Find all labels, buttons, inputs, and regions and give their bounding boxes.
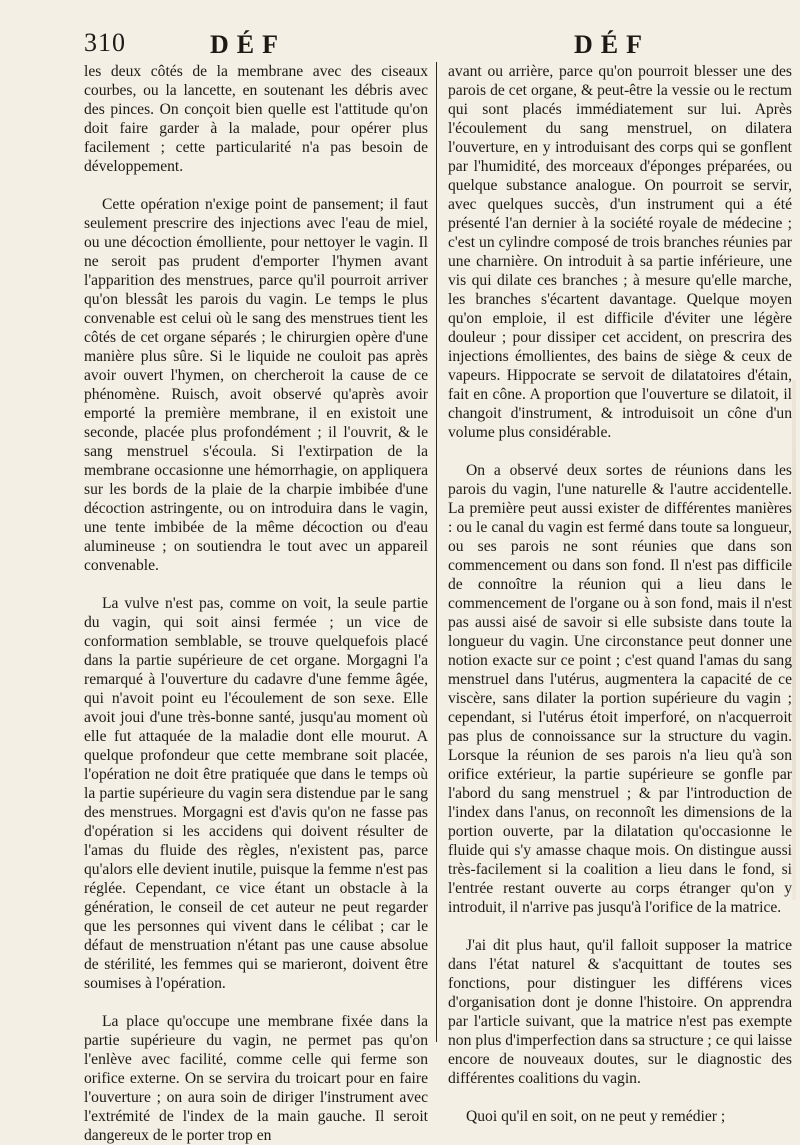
paragraph: On a observé deux sortes de réunions dans les parois du vagin, l'une naturelle & l'autre accidentelle. La première peut aussi exister de différentes manières : ou le canal du vagin est fermé dans toute sa longueur, ou ses parois ne sont réunies que dans son commencement ou dans son fond. Il n'est pas difficile de connoître la réunion qui a lieu dans le commencement de l'organe ou à son fond, mais il n'est pas aussi aisé de savoir si elle subsiste dans toute la longueur du vagin. Une circonstance peut donner une notion exacte sur ce point ; c'est quand l'amas du sang menstruel dans l'utérus, augmentera la capacité de ce viscère, sans dilater la portion supérieure du vagin ; cependant, si l'utérus étoit imperforé, on n'acquerroit pas plus de connoissance sur la structure du vagin. Lorsque la réunion de ses parois n'a lieu qu'à son orifice extérieur, la partie supérieure se gonfle par l'abord du sang menstruel ; & par l'introduction de l'index dans l'anus, on reconnoît les dimensions de la portion ouverte, par la dilatation qu'occasionne le fluide qui s'y amasse chaque mois. On distingue aussi très-facilement si la coalition a lieu dans le fond, si l'entrée restant ouverte au corps étranger qu'on y introduit, il n'arrive pas jusqu'à l'orifice de la matrice. (448, 462, 792, 916)
left-column (84, 62, 428, 1145)
column-divider (436, 62, 437, 1042)
page-header (0, 28, 800, 62)
paragraph: La place qu'occupe une membrane fixée dans la partie supérieure du vagin, ne permet pas qu'on l'enlève avec facilité, comme celle qui ferme son orifice externe. On se servira du troicart pour en faire l'ouverture ; on aura soin de diriger l'instrument avec l'extrémité de l'index de la main gauche. Il seroit dangereux de le porter trop en (84, 1013, 428, 1144)
right-column (448, 62, 792, 1126)
page-number: 310 (84, 28, 126, 57)
running-head-left: DÉF (210, 30, 286, 59)
paragraph: Cette opération n'exige point de pansement; il faut seulement prescrire des injections avec l'eau de miel, ou une décoction émolliente, pour nettoyer le vagin. Il ne seroit pas prudent d'emporter l'hymen avant l'apparition des menstrues, parce qu'il pourroit arriver qu'on blessât les parois du vagin. Le temps le plus convenable est celui où le sang des menstrues tient les côtés de cet organe séparés ; le chirurgien opère d'une manière plus sûre. Si le liquide ne couloit pas après avoir ouvert l'hymen, on chercheroit la cause de ce phénomène. Ruisch, avoit observé qu'après avoir emporté la première membrane, il en existoit une seconde, placée plus profondément ; il l'ouvrit, & le sang menstruel s'écoula. Si l'extirpation de la membrane occasionne une hémorrhagie, on appliquera sur les bords de la plaie de la charpie imbibée d'une décoction astringente, ou on introduira dans le vagin, une tente imbibée de la même décoction ou d'eau alumineuse ; on soutiendra le tout avec un appareil convenable. (84, 196, 428, 574)
page-edge-shadow (792, 380, 796, 900)
paragraph: La vulve n'est pas, comme on voit, la seule partie du vagin, qui soit ainsi fermée ; un vice de conformation semblable, se trouve quelquefois placé dans la partie supérieure de cet organe. Morgagni l'a remarqué à l'ouverture du cadavre d'une femme âgée, qui n'avoit point eu l'écoulement de son sexe. Elle avoit joui d'une très-bonne santé, jusqu'au moment où elle fut attaquée de la maladie dont elle mourut. A quelque profondeur que cette membrane soit placée, l'opération ne doit être pratiquée que dans le temps où la partie supérieure du vagin sera distendue par le sang des menstrues. Morgagni est d'avis qu'on ne fasse pas d'opération si les accidens qui doivent résulter de l'amas du fluide des règles, n'existent pas, parce qu'alors elle devient inutile, puisque la femme n'est pas réglée. Cependant, ce vice étant un obstacle à la génération, le conseil de cet auteur ne peut regarder que les personnes qui vivent dans le célibat ; car le défaut de menstruation n'étant pas une cause absolue de stérilité, les femmes qui se marieront, doivent être soumises à l'opération. (84, 595, 428, 992)
running-head-right: DÉF (574, 30, 650, 59)
paragraph: J'ai dit plus haut, qu'il falloit supposer la matrice dans l'état naturel & s'acquittant de toutes ses fonctions, pour distinguer les différens vices d'organisation dont je donne l'histoire. On apprendra par l'article suivant, que la matrice n'est pas exempte non plus d'imperfection dans sa structure ; ce qui laisse encore de nouveaux doutes, sur le diagnostic des différentes coalitions du vagin. (448, 937, 792, 1087)
paragraph: Quoi qu'il en soit, on ne peut y remédier ; (466, 1108, 726, 1125)
paragraph: avant ou arrière, parce qu'on pourroit blesser une des parois de cet organe, & peut-être la vessie ou le rectum qui sont placés immédiatement sur lui. Après l'écoulement du sang menstruel, on dilatera l'ouverture, en y introduisant des corps qui se gonflent par l'humidité, des morceaux d'éponges préparées, ou quelque substance analogue. On pourroit se servir, avec quelques succès, d'un instrument qui a été présenté l'an dernier à la société royale de médecine ; c'est un cylindre composé de trois branches réunies par une charnière. On introduit à sa partie inférieure, une vis qui dilate ces branches ; à mesure qu'elle marche, les branches s'écartent davantage. Quelque moyen qu'on emploie, il est difficile d'éviter une légère douleur ; pour dissiper cet accident, on prescrira des injections émollientes, des bains de siège & ceux de vapeurs. Hippocrate se servoit de dilatatoires d'étain, fait en cône. A proportion que l'ouverture se dilatoit, il changoit d'instrument, & introduisoit un cône d'un volume plus considérable. (448, 63, 792, 441)
paragraph: les deux côtés de la membrane avec des ciseaux courbes, ou la lancette, en soutenant les débris avec des pinces. On conçoit bien quelle est l'attitude qu'on doit faire garder à la malade, pour opérer plus facilement ; cette particularité n'a pas besoin de développement. (84, 63, 428, 175)
